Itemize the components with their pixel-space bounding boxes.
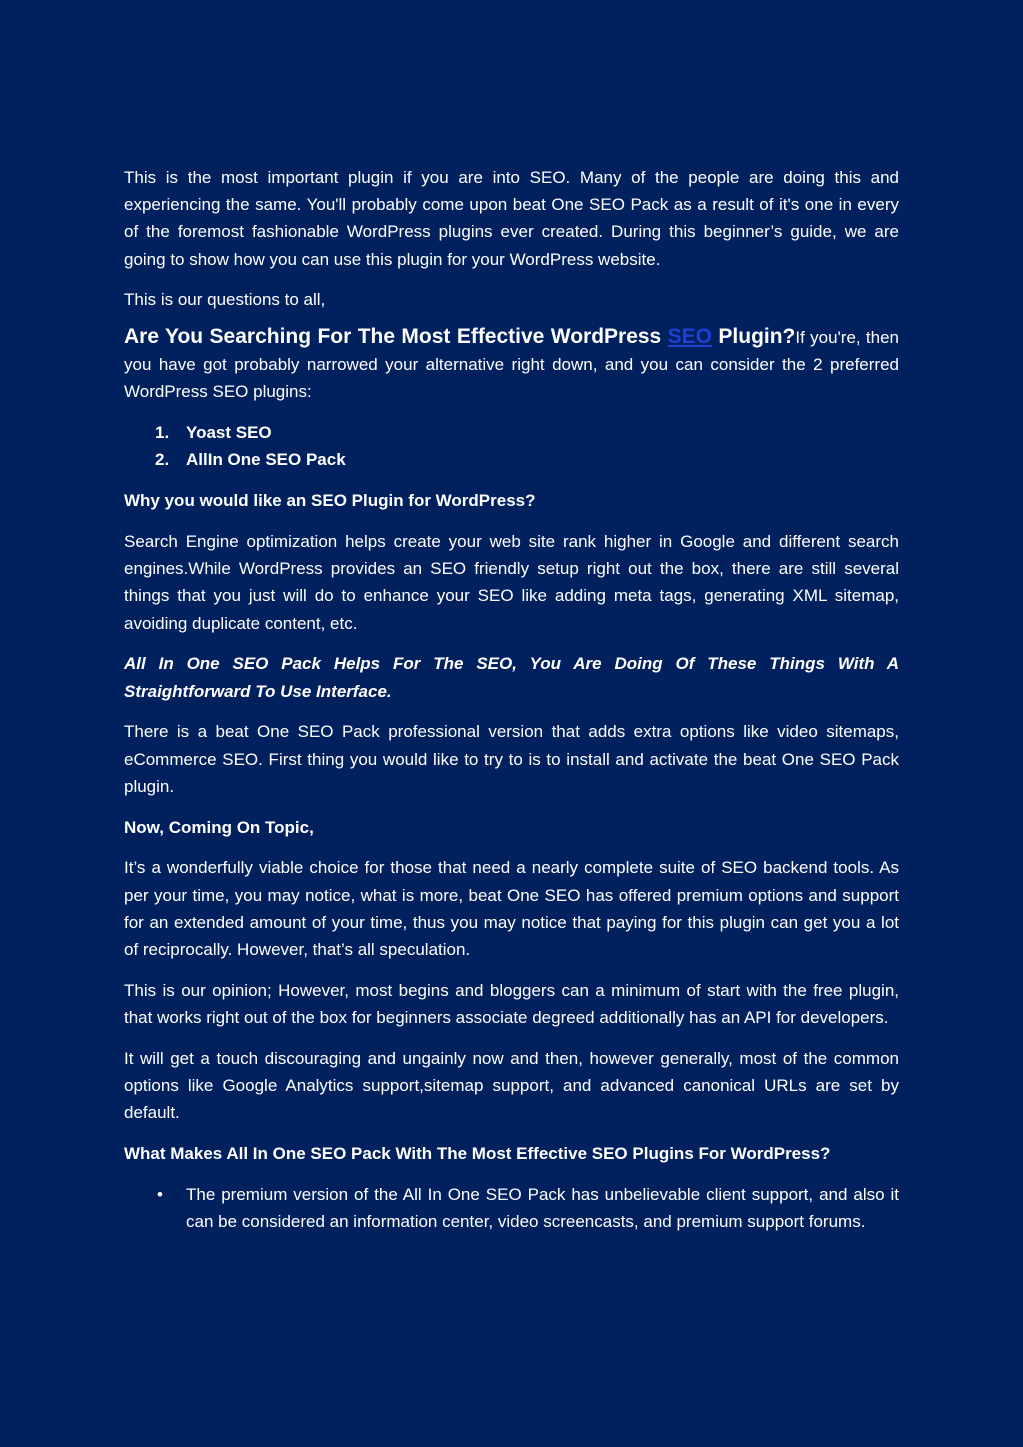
- why-heading: Why you would like an SEO Plugin for WordPress?: [124, 491, 536, 511]
- list-number: 1.: [155, 423, 170, 443]
- main-heading-tail: If you're, then you have got probably narrowed your alternative right down, and you can consider the 2 preferred WordPress SEO plugins:: [124, 328, 899, 402]
- list-item: [124, 419, 899, 446]
- opinion-paragraph: This is our opinion; However, most begins and bloggers can a minimum of start with the free plugin, that works right out of the box for beginners associate degreed additionally has an API for developers.: [124, 980, 899, 1028]
- bullet-item-text: The premium version of the All In One SEO Pack has unbelievable client support, and also it can be considered an information center, video screencasts, and premium support forums.: [186, 1184, 899, 1232]
- intro-paragraph: This is the most important plugin if you are into SEO. Many of the people are doing this and experiencing the same. You'll probably come upon beat One SEO Pack as a result of it's one in every of the foremost fashionable WordPress plugins ever created. During this beginner’s guide, we are going to show how you can use this plugin for your WordPress website.: [124, 168, 899, 269]
- main-heading-paragraph: [124, 323, 899, 406]
- plugin-list: [124, 419, 899, 473]
- what-makes-heading: What Makes All In One SEO Pack With The Most Effective SEO Plugins For WordPress?: [124, 1144, 831, 1164]
- allinone-heading: All In One SEO Pack Helps For The SEO, You Are Doing Of These Things With A Straightforward To Use Interface.: [124, 654, 899, 701]
- discouraging-paragraph: It will get a touch discouraging and ungainly now and then, however generally, most of the common options like Google Analytics support,sitemap support, and advanced canonical URLs are set by default.: [124, 1048, 899, 1123]
- seo-link[interactable]: SEO: [667, 325, 712, 349]
- viable-choice-paragraph: It’s a wonderfully viable choice for those that need a nearly complete suite of SEO backend tools. As per your time, you may notice, what is more, beat One SEO has offered premium options and support for an extended amount of your time, thus you may notice that paying for this plugin can get you a lot of reciprocally. However, that’s all speculation.: [124, 858, 899, 960]
- questions-paragraph: This is our questions to all,: [124, 289, 326, 309]
- coming-on-topic-heading: Now, Coming On Topic,: [124, 817, 314, 837]
- main-heading-text: Are You Searching For The Most Effective WordPress: [124, 325, 668, 349]
- bullet-icon: •: [157, 1184, 163, 1204]
- bullet-list-item: [124, 1181, 899, 1235]
- main-heading-suffix: Plugin?: [712, 325, 796, 349]
- list-item: [124, 446, 899, 473]
- bullet-list: [124, 1181, 899, 1235]
- professional-paragraph: There is a beat One SEO Pack professional version that adds extra options like video sitemaps, eCommerce SEO. First thing you would like to try to is to install and activate the beat One SEO Pack plugin.: [124, 722, 899, 796]
- list-number: 2.: [155, 450, 170, 470]
- main-heading: [124, 325, 795, 348]
- document-content: [124, 164, 899, 1235]
- search-engine-paragraph: Search Engine optimization helps create your web site rank higher in Google and different search engines.While WordPress provides an SEO friendly setup right out the box, there are still several things that you just will do to enhance your SEO like adding meta tags, generating XML sitemap, avoiding duplicate content, etc.: [124, 532, 899, 633]
- list-item-label: Yoast SEO: [186, 423, 272, 443]
- list-item-label: AllIn One SEO Pack: [186, 450, 346, 470]
